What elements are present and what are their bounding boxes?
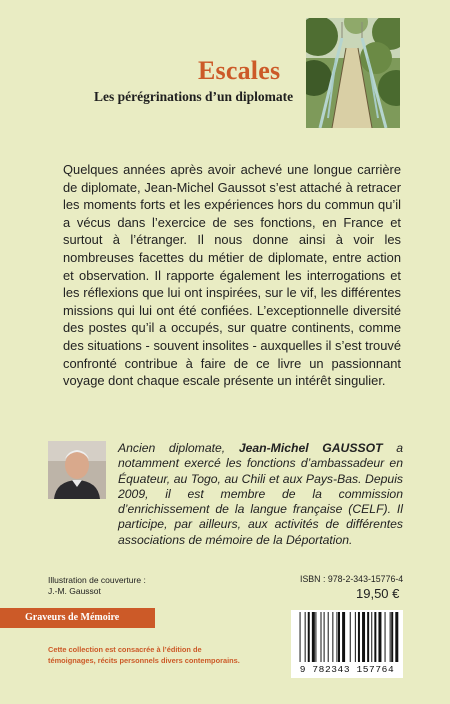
- barcode-bar: [374, 612, 376, 662]
- barcode-bar: [308, 612, 310, 662]
- cover-credit-label: Illustration de couverture :: [48, 575, 146, 585]
- barcode-digits: 9 782343 157764: [299, 664, 395, 675]
- barcode-bar: [305, 612, 306, 662]
- book-summary: Quelques années après avoir achevé une longue carrière de diplomate, Jean-Michel Gaussot s’est attaché à retracer les moments forts et les expériences hors du commun qu’il a vécus dans l’exercice de ses fonctions, en France et surtout à l’étranger. Il nous donne ainsi à voir les nombreuses facettes du métier de diplomate, entre action et observation. Il rapporte également les interrogations et les réflexions que lui ont inspirées, sur le vif, les différentes missions qui lui ont été confiées. L’exceptionnelle diversité des postes qu’il a occupés, sur quatre continents, comme des situations - souvent insolites - auxquelles il s’est trouvé confronté contribue à faire de ce livre un passionnant voyage dont chaque escale présente un intérêt singulier.: [63, 162, 401, 389]
- author-portrait: [48, 441, 106, 499]
- book-title: Escales: [198, 56, 281, 85]
- barcode-bar: [350, 612, 351, 662]
- isbn-number: ISBN : 978-2-343-15776-4: [300, 574, 404, 584]
- barcode-bar: [315, 612, 316, 662]
- barcode-bar: [378, 612, 381, 662]
- barcode-bar: [300, 612, 301, 662]
- barcode-bar: [385, 612, 386, 662]
- barcode-bar: [336, 612, 337, 662]
- cover-credit: [48, 575, 146, 597]
- barcode-bar: [342, 612, 345, 662]
- barcode-bar: [312, 612, 315, 662]
- barcode-bar: [355, 612, 356, 662]
- barcode-bar: [371, 612, 372, 662]
- author-name: Jean-Michel GAUSSOT: [238, 441, 383, 455]
- barcode-bar: [324, 612, 325, 662]
- author-bio: [118, 441, 403, 548]
- barcode-bar: [328, 612, 329, 662]
- barcode-bar: [321, 612, 322, 662]
- cover-credit-artist: J.-M. Gaussot: [48, 586, 101, 596]
- barcode-bar: [395, 612, 398, 662]
- collection-name-band: Graveurs de Mémoire: [0, 608, 155, 628]
- barcode-bar: [362, 612, 365, 662]
- barcode-bar: [390, 612, 391, 662]
- cover-photo-suspension-bridge: [306, 18, 400, 128]
- barcode-bar: [358, 612, 360, 662]
- collection-note: Cette collection est consacrée à l’édition de témoignages, récits personnels divers contemporains.: [48, 645, 240, 665]
- book-subtitle: Les pérégrinations d’un diplomate: [94, 89, 294, 104]
- barcode-bar: [338, 612, 340, 662]
- author-bio-rest: a notamment exercé les fonctions d’ambassadeur en Équateur, au Togo, au Chili et aux Pays-Bas. Depuis 2009, il est membre de la commission d’enrichissement de la langue française (CELF). Il participe, par ailleurs, aux activités de différentes associations de mémoire de la Déportation.: [118, 441, 403, 547]
- barcode-bar: [332, 612, 333, 662]
- barcode-bar: [367, 612, 369, 662]
- book-price: 19,50 €: [356, 586, 400, 601]
- author-bio-intro: Ancien diplomate,: [118, 441, 239, 455]
- barcode-bar: [391, 612, 393, 662]
